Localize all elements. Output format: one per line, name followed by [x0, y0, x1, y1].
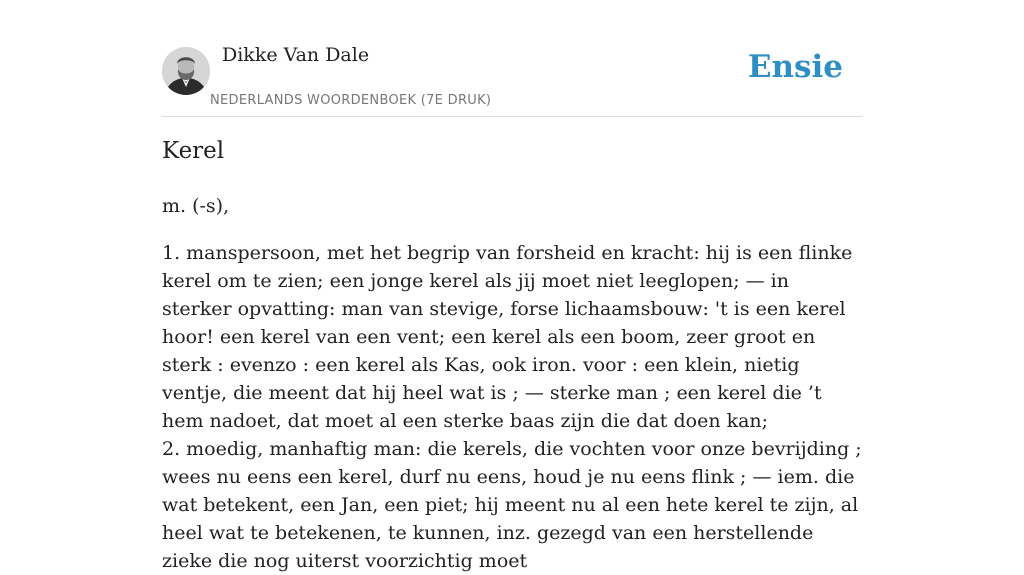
- source-name[interactable]: NEDERLANDS WOORDENBOEK (7E DRUK): [210, 93, 492, 108]
- meaning-1: 1. manspersoon, met het begrip van forsheid en kracht: hij is een flinke kerel om te zien; een jonge kerel als jij moet niet leeglopen; — in sterker opvatting: man van stevige, forse lichaamsbouw: 't is een kerel hoor! een kerel van een vent; een kerel als een boom, zeer groot en sterk : evenzo : een kerel als Kas, ook iron. voor : een klein, nietig ventje, die meent dat hij heel wat is ; — sterke man ; een kerel die ’t hem nadoet, dat moet al een sterke baas zijn die dat doen kan;: [162, 242, 853, 432]
- source-header: [162, 0, 862, 117]
- entry-content: [162, 192, 862, 575]
- author-portrait[interactable]: [162, 47, 210, 95]
- entry-title: Kerel: [162, 138, 225, 164]
- ensie-logo[interactable]: Ensie: [747, 49, 843, 85]
- author-name[interactable]: Dikke Van Dale: [222, 44, 370, 66]
- meaning-2: 2. moedig, manhaftig man: die kerels, die vochten voor onze bevrijding ; wees nu eens een kerel, durf nu eens, houd je nu eens flink ; — iem. die wat betekent, een Jan, een piet; hij meent nu al een hete kerel te zijn, al heel wat te betekenen, te kunnen, inz. gezegd van een herstellende zieke die nog uiterst voorzichtig moet: [162, 438, 862, 572]
- entry-page: [162, 0, 862, 572]
- grammar-info: m. (-s),: [162, 195, 230, 217]
- portrait-image: [162, 47, 210, 95]
